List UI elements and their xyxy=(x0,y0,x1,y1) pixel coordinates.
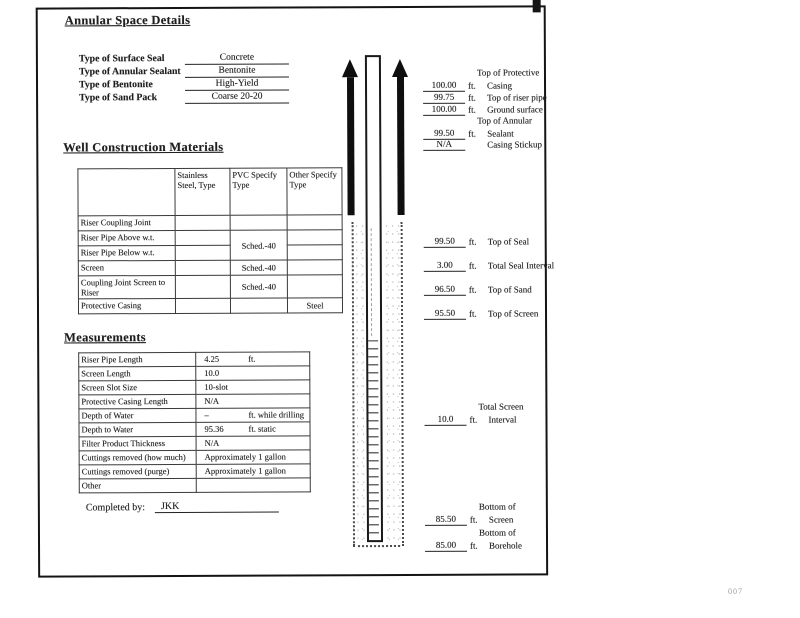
measurement-value-cell xyxy=(196,436,310,450)
annotation-label: Top of Screen xyxy=(487,308,539,319)
page-title: Annular Space Details xyxy=(64,12,191,28)
field-label: Type of Annular Sealant xyxy=(78,65,181,78)
annotation-unit: ft. xyxy=(468,104,476,115)
annotation-top-of-screen xyxy=(424,307,594,320)
measurement-row xyxy=(79,380,310,395)
row-label: Protective Casing xyxy=(78,298,175,313)
annotation-label: Top of riser pipe xyxy=(487,92,547,103)
cell-pvc xyxy=(230,215,287,230)
measurement-value-cell xyxy=(196,422,310,436)
field-row-bentonite xyxy=(79,77,289,91)
cell-pvc: Sched.-40 xyxy=(230,260,287,275)
materials-row xyxy=(78,245,342,261)
annotation-value: 85.50 xyxy=(425,514,467,526)
measurement-row xyxy=(79,352,310,367)
annotation-value: 96.50 xyxy=(424,284,466,296)
annotation-unit: ft. xyxy=(468,236,477,247)
annotation-pre-label: Bottom of xyxy=(478,527,516,538)
field-label: Type of Surface Seal xyxy=(78,53,165,65)
measurement-value: – xyxy=(204,409,209,420)
annotation-value: 99.75 xyxy=(423,92,465,104)
scan-edge-mark xyxy=(533,0,541,12)
cell-other xyxy=(287,245,342,260)
annotation-value: 100.00 xyxy=(423,80,465,92)
protective-casing-right xyxy=(397,77,405,215)
field-value: Coarse 20-20 xyxy=(185,91,289,103)
row-label: Riser Pipe Above w.t. xyxy=(78,230,175,245)
annotation-pre-label: Top of Annular xyxy=(477,115,533,126)
materials-row xyxy=(78,298,342,314)
annotation-bottom-of-borehole xyxy=(425,527,595,552)
annotation-row xyxy=(423,138,593,151)
measurement-row xyxy=(79,478,310,493)
measurement-row xyxy=(79,366,310,381)
annotation-casing-stickup xyxy=(423,138,593,151)
measurement-row xyxy=(79,422,310,437)
measurements-heading: Measurements xyxy=(64,330,146,345)
annotation-total-screen-interval xyxy=(424,401,594,426)
cell-stainless xyxy=(175,275,230,298)
annotation-top-of-annular-sealant xyxy=(423,115,593,140)
measurement-value-cell xyxy=(196,380,310,394)
materials-row xyxy=(78,215,342,231)
annotation-pre-label: Bottom of xyxy=(478,501,516,512)
well-screen-slots xyxy=(368,340,379,534)
measurement-row xyxy=(79,450,310,465)
annotation-value: N/A xyxy=(423,139,465,151)
annotation-top-of-riser-pipe xyxy=(423,91,593,104)
materials-row xyxy=(78,275,342,299)
annotation-label: Screen xyxy=(488,514,514,525)
annotation-row xyxy=(424,259,594,272)
measurement-label: Depth to Water xyxy=(79,422,196,437)
annotation-label: Casing Stickup xyxy=(487,139,543,150)
measurement-value-cell xyxy=(196,464,310,478)
annotation-value: 85.00 xyxy=(425,540,467,552)
cell-pvc xyxy=(230,298,287,313)
materials-table xyxy=(77,167,343,314)
cell-stainless xyxy=(175,215,230,230)
materials-row xyxy=(78,230,342,246)
materials-row xyxy=(78,260,342,276)
measurement-unit: ft. xyxy=(248,353,256,364)
measurement-label: Depth of Water xyxy=(79,408,196,423)
measurement-label: Filter Product Thickness xyxy=(79,436,196,451)
measurement-value-cell xyxy=(196,450,310,464)
annotation-unit: ft. xyxy=(468,80,476,91)
annotation-top-of-seal xyxy=(424,235,594,248)
annotation-value: 95.50 xyxy=(424,308,466,320)
annotation-row xyxy=(425,539,595,552)
annotation-label: Total Seal Interval xyxy=(487,260,555,271)
measurement-value-cell xyxy=(196,408,310,422)
field-row-annular-sealant xyxy=(79,64,289,78)
cell-stainless xyxy=(175,298,230,313)
materials-header-row xyxy=(78,168,342,216)
measurement-unit: ft. while drilling xyxy=(248,409,304,420)
completed-by-row xyxy=(86,501,279,514)
materials-heading: Well Construction Materials xyxy=(63,139,224,155)
page-number: 007 xyxy=(728,587,743,596)
annotation-label: Top of Seal xyxy=(487,236,530,247)
header-cell-pvc: PVC Specify Type xyxy=(230,168,287,215)
measurement-value: N/A xyxy=(204,437,220,448)
field-value: High-Yield xyxy=(185,78,289,90)
borehole-bottom-line xyxy=(353,545,400,547)
field-label: Type of Bentonite xyxy=(78,79,153,91)
annotation-unit: ft. xyxy=(468,260,477,271)
annotation-label: Casing xyxy=(487,80,513,91)
annotation-value: 3.00 xyxy=(424,260,466,272)
measurement-label: Riser Pipe Length xyxy=(79,352,196,367)
completed-by-label: Completed by: xyxy=(85,502,146,514)
field-value: Bentonite xyxy=(185,65,289,77)
annotation-value: 99.50 xyxy=(424,236,466,248)
measurement-value: N/A xyxy=(204,395,220,406)
annotation-row xyxy=(423,79,593,92)
measurement-value-cell xyxy=(196,478,310,492)
annotation-bottom-of-screen xyxy=(425,501,595,526)
annotation-unit: ft. xyxy=(468,308,477,319)
annotation-unit: ft. xyxy=(468,284,477,295)
annotation-label: Borehole xyxy=(489,540,523,551)
annotation-unit: ft. xyxy=(468,92,476,103)
cell-pvc: Sched.-40 xyxy=(230,275,287,298)
measurement-value: 10.0 xyxy=(204,367,220,378)
row-label: Coupling Joint Screen to Riser xyxy=(78,275,175,298)
annotation-top-of-sand xyxy=(424,283,594,296)
annotation-pre-label: Top of Protective xyxy=(476,67,540,78)
measurement-value: Approximately 1 gallon xyxy=(204,465,286,476)
cell-other xyxy=(287,230,342,245)
measurement-label: Protective Casing Length xyxy=(79,394,196,409)
measurement-row xyxy=(79,394,310,409)
up-arrow-left-icon xyxy=(342,59,358,77)
cell-other xyxy=(287,260,342,275)
cell-stainless xyxy=(175,230,230,245)
up-arrow-right-icon xyxy=(392,59,408,77)
annotation-pre-label: Total Screen xyxy=(478,401,524,412)
annotation-value: 99.50 xyxy=(423,128,465,140)
annotation-label: Interval xyxy=(488,414,517,425)
measurement-label: Other xyxy=(79,478,196,493)
annular-space-fields xyxy=(79,51,289,104)
measurement-label: Screen Slot Size xyxy=(79,380,196,395)
cell-stainless xyxy=(175,245,230,260)
measurement-value-cell xyxy=(196,394,310,408)
annotation-label: Sealant xyxy=(487,128,514,139)
annotation-unit: ft. xyxy=(470,540,478,551)
annotation-row xyxy=(423,91,593,104)
cell-stainless xyxy=(175,260,230,275)
measurement-value-cell xyxy=(196,352,310,366)
header-cell-other: Other Specify Type xyxy=(287,168,342,215)
header-cell-stainless: Stainless Steel, Type xyxy=(175,168,230,215)
annotation-row xyxy=(424,283,594,296)
measurement-row xyxy=(79,408,310,423)
annotation-unit: ft. xyxy=(469,514,478,525)
measurement-row xyxy=(79,464,310,479)
annotation-label: Ground surface xyxy=(487,104,543,115)
field-row-surface-seal xyxy=(79,51,289,65)
protective-casing-left xyxy=(347,77,355,215)
measurement-value: 95.36 xyxy=(204,423,224,434)
measurement-row xyxy=(79,436,310,451)
cell-other xyxy=(287,215,342,230)
annotation-top-of-protective-casing xyxy=(423,67,593,92)
measurement-value: Approximately 1 gallon xyxy=(204,451,286,462)
row-label: Riser Pipe Below w.t. xyxy=(78,245,175,260)
annotation-row xyxy=(425,513,595,526)
measurements-table xyxy=(78,351,311,493)
completed-by-value: JKK xyxy=(155,501,279,514)
field-label: Type of Sand Pack xyxy=(79,92,158,104)
field-row-sand-pack xyxy=(79,90,289,104)
measurement-value: 4.25 xyxy=(204,353,220,364)
annotation-row xyxy=(424,413,594,426)
annotation-value: 100.00 xyxy=(423,104,465,116)
measurement-value: 10-slot xyxy=(204,381,228,392)
annotation-row xyxy=(424,235,594,248)
measurement-label: Cuttings removed (purge) xyxy=(79,464,196,479)
annotation-row xyxy=(423,103,593,116)
cell-other xyxy=(287,275,342,298)
field-value: Concrete xyxy=(185,52,289,64)
cell-other: Steel xyxy=(287,298,342,313)
row-label: Riser Coupling Joint xyxy=(78,215,175,230)
annotation-unit: ft. xyxy=(469,414,478,425)
annotation-value: 10.0 xyxy=(424,414,466,426)
measurement-unit: ft. static xyxy=(248,423,276,434)
annotation-row xyxy=(424,307,594,320)
annotation-label: Top of Sand xyxy=(487,284,532,295)
annotation-unit: ft. xyxy=(468,128,477,139)
header-cell-blank xyxy=(78,168,175,215)
annotation-total-seal-interval xyxy=(424,259,594,272)
row-label: Screen xyxy=(78,260,175,275)
measurement-label: Cuttings removed (how much) xyxy=(79,450,196,465)
measurement-label: Screen Length xyxy=(79,366,196,381)
measurement-value-cell xyxy=(196,366,310,380)
cell-pvc: Sched.-40 xyxy=(230,230,287,260)
annotation-ground-surface xyxy=(423,103,593,116)
